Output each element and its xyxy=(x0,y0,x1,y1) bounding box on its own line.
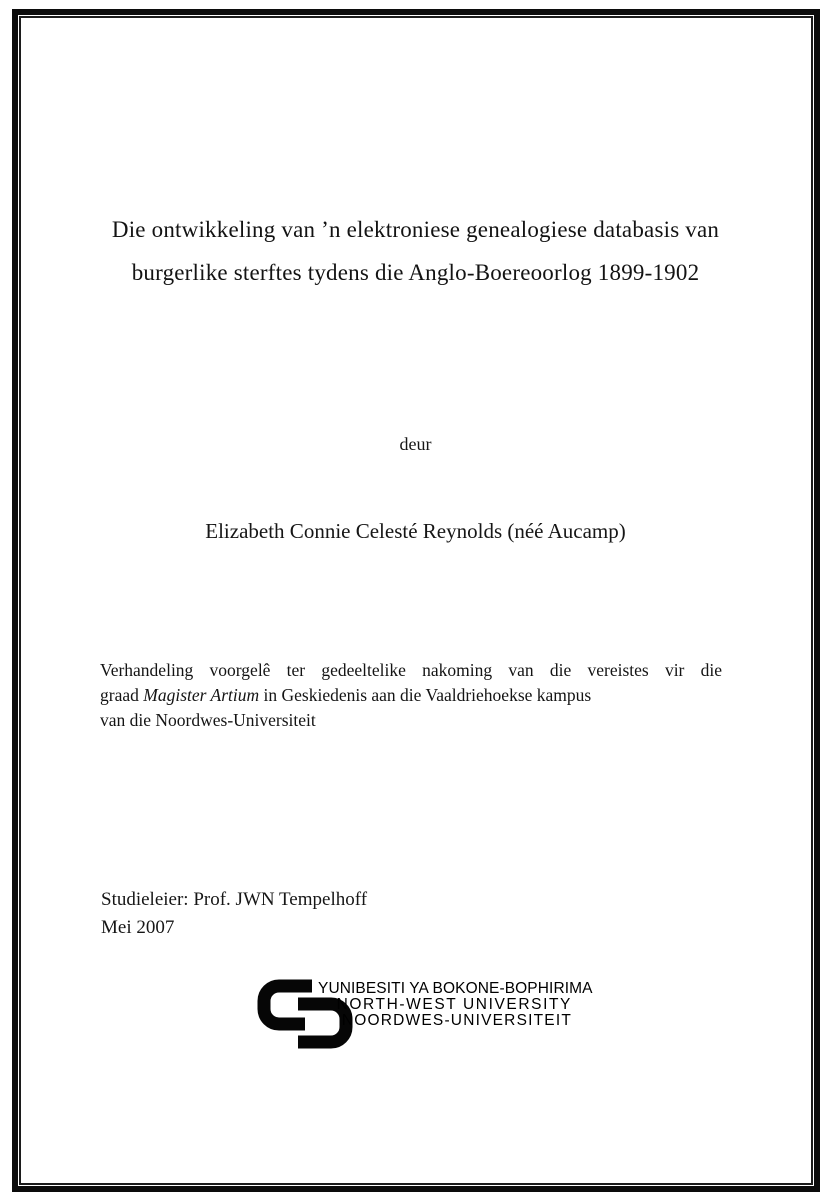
thesis-title-line1: Die ontwikkeling van ’n elektroniese genealogiese databasis van xyxy=(111,217,720,242)
university-name-english: NORTH-WEST UNIVERSITY xyxy=(336,995,572,1013)
submission-line1: Verhandeling voorgelê ter gedeeltelike nakoming van die vereistes vir die xyxy=(100,660,722,680)
supervisor-line: Studieleier: Prof. JWN Tempelhoff xyxy=(101,889,368,910)
submission-statement xyxy=(100,658,722,733)
thesis-title xyxy=(0,208,831,294)
submission-line2 xyxy=(100,683,722,708)
author-name: Elizabeth Connie Celesté Reynolds (néé Aucamp) xyxy=(205,519,626,543)
degree-name: Magister Artium xyxy=(143,685,260,705)
submission-line2-pre: graad xyxy=(100,685,144,705)
date-line: Mei 2007 xyxy=(101,917,175,938)
university-name-block xyxy=(318,980,593,1029)
thesis-title-line2: burgerlike sterftes tydens die Anglo-Boereoorlog 1899-1902 xyxy=(131,260,700,285)
submission-line2-post: in Geskiedenis aan die Vaaldriehoekse kampus xyxy=(259,685,592,705)
university-name-afrikaans: NOORDWES-UNIVERSITEIT xyxy=(341,1011,572,1029)
submission-line3: van die Noordwes-Universiteit xyxy=(100,710,316,730)
university-name-setswana: YUNIBESITI YA BOKONE-BOPHIRIMA xyxy=(318,980,593,997)
byline-label: deur xyxy=(399,434,432,454)
